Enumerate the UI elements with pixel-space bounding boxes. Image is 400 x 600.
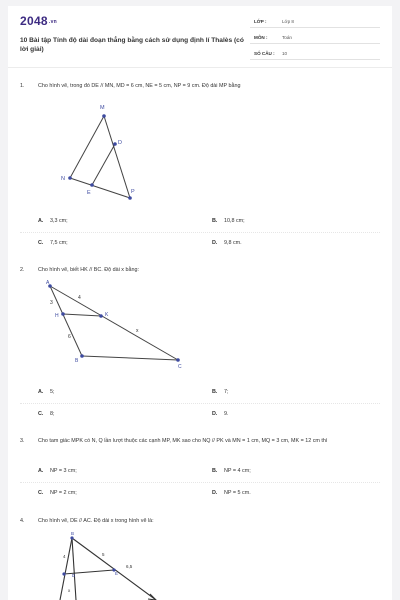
question-3: 3. Cho tam giác MPK có N, Q lần lượt thuộc các cạnh MP, MK sao cho NQ // PK và MN = 1 cm, MQ = 3 cm, MK = 12 cm thì xyxy=(20,437,380,446)
label-C: C xyxy=(178,364,182,370)
label-D: D xyxy=(72,573,76,578)
unknown-x-label: x xyxy=(68,588,71,593)
label-N: N xyxy=(61,176,65,182)
site-logo[interactable]: 2048.vn xyxy=(20,14,58,28)
question-text: Cho hình vẽ, trong đó DE // MN, MD = 6 cm, NE = 5 cm, NP = 9 cm. Độ dài MP bằng xyxy=(38,83,241,89)
meta-question-count: SỐ CÂU : 10 xyxy=(250,46,380,60)
length-label: 4 xyxy=(63,554,66,559)
option-1a[interactable]: A. 3,3 cm; xyxy=(38,218,68,224)
option-3a[interactable]: A. NP = 3 cm; xyxy=(38,468,77,474)
length-label: 5 xyxy=(102,552,105,557)
length-label: 6 xyxy=(68,334,71,340)
document-header xyxy=(8,6,392,68)
label-D: D xyxy=(118,140,122,146)
label-E: E xyxy=(115,571,119,576)
question-2: 2. Cho hình vẽ, biết HK // BC. Độ dài x bằng: xyxy=(20,266,380,275)
option-1d[interactable]: D. 9,8 cm. xyxy=(212,240,242,246)
option-3c[interactable]: C. NP = 2 cm; xyxy=(38,490,77,496)
document-page xyxy=(8,6,392,600)
option-3d[interactable]: D. NP = 5 cm. xyxy=(212,490,251,496)
option-2c[interactable]: C. 8; xyxy=(38,411,55,417)
option-2a[interactable]: A. 5; xyxy=(38,389,55,395)
question-1: 1. Cho hình vẽ, trong đó DE // MN, MD = 6 cm, NE = 5 cm, NP = 9 cm. Độ dài MP bằng xyxy=(20,82,380,91)
question-4-figure xyxy=(54,530,164,600)
question-4: 4. Cho hình vẽ, DE // AC. Độ dài x trong hình vẽ là: xyxy=(20,517,380,526)
meta-grade: LỚP : Lớp 8 xyxy=(250,14,380,28)
label-E: E xyxy=(87,190,91,196)
question-text: Cho hình vẽ, DE // AC. Độ dài x trong hình vẽ là: xyxy=(38,518,154,524)
length-label: 6,5 xyxy=(126,564,133,569)
meta-subject: MÔN : Toán xyxy=(250,30,380,44)
divider xyxy=(20,403,380,404)
label-M: M xyxy=(100,105,105,111)
question-text: Cho hình vẽ, biết HK // BC. Độ dài x bằng: xyxy=(38,267,139,273)
question-2-figure xyxy=(44,278,194,374)
option-1b[interactable]: B. 10,8 cm; xyxy=(212,218,245,224)
label-P: P xyxy=(131,189,135,195)
divider xyxy=(20,482,380,483)
length-label: 4 xyxy=(78,295,81,301)
option-1c[interactable]: C. 7,5 cm; xyxy=(38,240,68,246)
option-2d[interactable]: D. 9. xyxy=(212,411,229,417)
label-B: B xyxy=(71,531,75,536)
label-H: H xyxy=(55,313,59,319)
page-title: 10 Bài tập Tính độ dài đoạn thẳng bằng cách sử dụng định lí Thalès (có lời giải) xyxy=(20,37,244,53)
question-1-figure xyxy=(48,98,148,208)
label-A: A xyxy=(46,280,50,286)
option-2b[interactable]: B. 7; xyxy=(212,389,229,395)
unknown-x-label: x xyxy=(136,328,139,334)
label-B: B xyxy=(75,358,79,364)
question-text: Cho tam giác MPK có N, Q lần lượt thuộc các cạnh MP, MK sao cho NQ // PK và MN = 1 cm, MQ = 3 cm, MK = 12 cm thì xyxy=(38,438,328,444)
length-label: 3 xyxy=(50,300,53,306)
option-3b[interactable]: B. NP = 4 cm; xyxy=(212,468,251,474)
divider xyxy=(20,232,380,233)
label-K: K xyxy=(105,312,109,318)
